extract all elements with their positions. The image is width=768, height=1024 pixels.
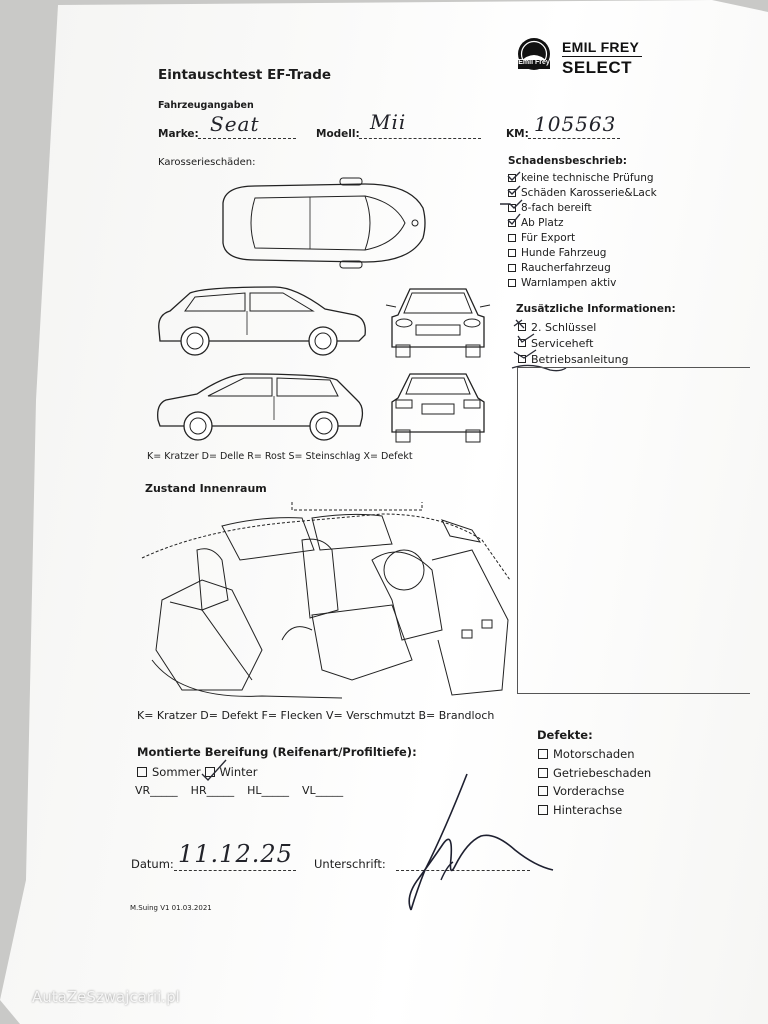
body-damage-legend: K= Kratzer D= Delle R= Rost S= Steinschlag X= Defekt — [147, 451, 413, 462]
tires-heading: Montierte Bereifung (Reifenart/Profiltiefe): — [137, 745, 417, 759]
handwritten-checkmark-icon — [200, 758, 230, 782]
checkbox-empty[interactable] — [508, 279, 516, 287]
defect-item[interactable]: Getriebeschaden — [538, 764, 651, 783]
car-rear-view-diagram — [388, 370, 488, 445]
info-item[interactable]: Betriebsanleitung — [518, 351, 629, 367]
make-label: Marke: — [158, 128, 199, 140]
tire-type-options — [137, 765, 257, 779]
logo-badge-text: Emil Frey — [518, 59, 550, 66]
defect-item[interactable]: Vorderachse — [538, 782, 651, 801]
km-value: 105563 — [534, 112, 617, 136]
signature-label: Unterschrift: — [314, 857, 386, 871]
interior-legend: K= Kratzer D= Defekt F= Flecken V= Verschmutzt B= Brandloch — [137, 709, 495, 722]
emil-frey-logo — [512, 36, 556, 80]
make-value: Seat — [210, 112, 260, 136]
checkbox-empty[interactable] — [508, 264, 516, 272]
damage-item[interactable]: Ab Platz — [508, 215, 657, 230]
logo-line2: SELECT — [562, 58, 633, 77]
date-field-line — [174, 870, 296, 871]
model-field-line — [359, 138, 481, 139]
tire-vl-field[interactable]: VL_____ — [302, 784, 344, 797]
make-field-line — [198, 138, 296, 139]
logo-wordmark — [562, 40, 642, 76]
car-top-view-diagram — [215, 178, 430, 268]
body-damage-heading: Karosserieschäden: — [158, 157, 256, 168]
damage-item[interactable]: 8-fach bereift — [508, 200, 657, 215]
summer-label: Sommer — [152, 765, 201, 779]
tire-hl-field[interactable]: HL_____ — [247, 784, 289, 797]
emil-frey-badge-icon — [512, 36, 556, 76]
defect-item[interactable]: Hinterachse — [538, 801, 651, 820]
summer-checkbox[interactable] — [137, 767, 147, 777]
car-front-view-diagram — [388, 285, 488, 360]
winter-label: Winter — [219, 765, 258, 779]
defect-item[interactable]: Motorschaden — [538, 745, 651, 764]
damage-item[interactable]: Raucherfahrzeug — [508, 260, 657, 275]
form-title: Eintauschtest EF-Trade — [158, 67, 332, 83]
form-version: M.Suing V1 01.03.2021 — [130, 904, 212, 912]
tire-depth-fields — [135, 784, 343, 797]
checkbox-empty[interactable] — [508, 249, 516, 257]
damage-description-list — [508, 170, 657, 290]
damage-description-heading: Schadensbeschrieb: — [508, 155, 627, 167]
model-label: Modell: — [316, 128, 360, 140]
damage-item[interactable]: keine technische Prüfung — [508, 170, 657, 185]
date-value: 11.12.25 — [178, 840, 293, 868]
damage-item[interactable]: Hunde Fahrzeug — [508, 245, 657, 260]
km-label: KM: — [506, 128, 529, 140]
tire-vr-field[interactable]: VR_____ — [135, 784, 178, 797]
vehicle-section-heading: Fahrzeugangaben — [158, 100, 254, 111]
damage-item[interactable]: Für Export — [508, 230, 657, 245]
interior-heading: Zustand Innenraum — [145, 482, 267, 495]
model-value: Mii — [370, 110, 407, 134]
defects-heading: Defekte: — [537, 728, 593, 742]
car-interior-diagram — [142, 500, 512, 700]
handwritten-checkmarks-icon — [500, 170, 530, 232]
tire-hr-field[interactable]: HR_____ — [190, 784, 235, 797]
damage-item[interactable]: Schäden Karosserie&Lack — [508, 185, 657, 200]
damage-item[interactable]: Warnlampen aktiv — [508, 275, 657, 290]
checkbox-empty[interactable] — [508, 234, 516, 242]
date-label: Datum: — [131, 857, 174, 871]
info-item[interactable]: 2. Schlüssel — [518, 319, 629, 335]
logo-divider — [562, 56, 642, 57]
notes-box[interactable] — [517, 367, 750, 694]
logo-line1: EMIL FREY — [562, 39, 640, 55]
additional-info-heading: Zusätzliche Informationen: — [516, 303, 676, 315]
car-side-view-left-diagram — [155, 285, 370, 360]
car-side-view-right-diagram — [152, 370, 367, 445]
km-field-line — [528, 138, 620, 139]
handwritten-signature — [395, 770, 560, 915]
info-item[interactable]: Serviceheft — [518, 335, 629, 351]
watermark: AutaZeSzwajcarii.pl — [32, 988, 180, 1006]
checkbox-empty[interactable] — [538, 749, 548, 759]
